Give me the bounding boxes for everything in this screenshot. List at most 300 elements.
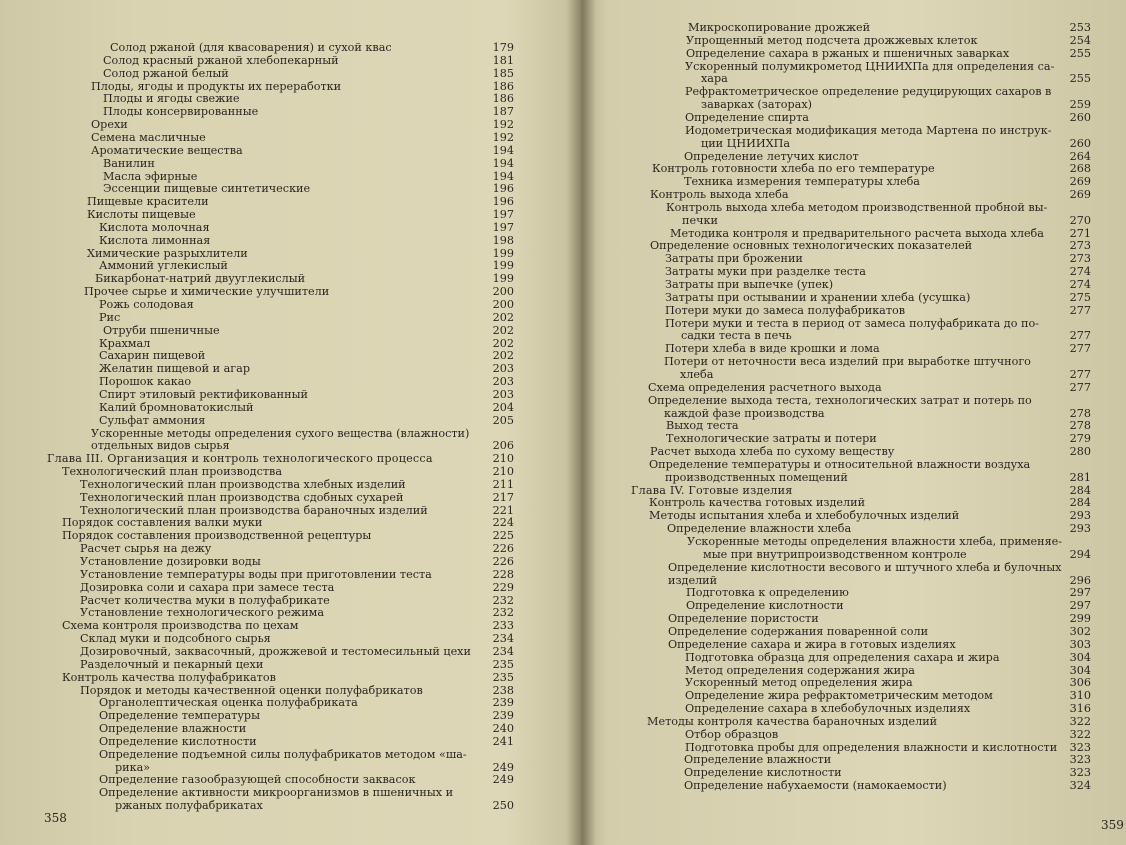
chapter-heading	[631, 485, 1091, 497]
toc-entry	[62, 517, 514, 529]
toc-entry-title: Технологические затраты и потери	[666, 433, 877, 446]
toc-entry-title: Плоды и ягоды свежие	[103, 93, 240, 106]
toc-entry-title: Определение содержания поваренной соли	[668, 625, 929, 638]
toc-entry	[668, 575, 1091, 587]
toc-entry-page: 255	[1069, 46, 1091, 60]
toc-entry	[91, 132, 514, 144]
toc-entry-page: 277	[1069, 342, 1091, 356]
toc-entry-page: 269	[1069, 188, 1091, 202]
toc-entry-title: Желатин пищевой и агар	[99, 363, 250, 376]
toc-entry-page: 254	[1069, 33, 1091, 47]
toc-entry-title: Крахмал	[99, 337, 151, 350]
toc-entry-page: 181	[492, 53, 514, 67]
toc-entry-title: Затраты муки при разделке теста	[665, 266, 866, 279]
toc-entry	[62, 672, 514, 684]
toc-entry	[648, 382, 1091, 394]
toc-entry-page: 297	[1069, 586, 1091, 600]
toc-entry	[665, 253, 1091, 265]
toc-entry	[103, 325, 514, 337]
toc-entry-page: 210	[492, 465, 514, 479]
toc-entry-page: 232	[492, 593, 514, 607]
toc-entry	[99, 260, 514, 272]
toc-entry-title: Кислота молочная	[99, 221, 210, 234]
toc-entry-title: Рефрактометрическое определение редуцирующих сахаров в	[685, 86, 1052, 99]
toc-entry	[687, 536, 1091, 548]
toc-entry	[668, 613, 1091, 625]
toc-entry	[80, 492, 514, 504]
toc-entry-page: 199	[492, 246, 514, 260]
toc-entry-title: Ускоренный метод определения жира	[685, 677, 913, 690]
toc-entry-page: 217	[492, 490, 514, 504]
toc-entry-title: Определение кислотности весового и штучного хлеба и булочных	[668, 561, 1062, 574]
toc-entry	[115, 762, 514, 774]
toc-entry-page: 202	[492, 310, 514, 324]
toc-entry-title: Определение сахара в хлебобулочных изделиях	[685, 703, 971, 716]
toc-entry-page: 274	[1069, 278, 1091, 291]
toc-entry-title: Глава III. Организация и контроль технологического процесса	[47, 453, 433, 466]
toc-entry-page: 229	[492, 580, 514, 594]
toc-entry-page: 322	[1069, 727, 1091, 741]
toc-entry-title: Порядок составления валки муки	[62, 517, 263, 530]
toc-entry	[103, 68, 514, 80]
toc-entry-page: 304	[1069, 663, 1091, 677]
toc-entry	[91, 428, 514, 440]
toc-entry	[80, 685, 514, 697]
toc-entry-page: 240	[492, 722, 514, 736]
toc-entry-title: Выход теста	[666, 420, 739, 433]
toc-entry	[87, 248, 514, 260]
toc-entry-title: Определение выхода теста, технологических затрат и потерь по	[648, 394, 1032, 407]
toc-entry	[668, 639, 1091, 651]
toc-entry-title: Пищевые красители	[87, 196, 209, 209]
toc-entry	[686, 587, 1091, 599]
toc-entry-title: хара	[701, 73, 728, 86]
toc-entry	[91, 145, 514, 157]
toc-entry-page: 296	[1069, 573, 1091, 587]
toc-entry-page: 203	[492, 375, 514, 389]
toc-entry-page: 274	[1069, 265, 1091, 279]
toc-entry-page: 239	[492, 696, 514, 710]
toc-entry-title: Солод красный ржаной хлебопекарный	[103, 54, 339, 67]
toc-entry-title: отдельных видов сырья	[91, 440, 230, 453]
toc-entry-page: 306	[1069, 676, 1091, 690]
toc-entry-title: Калий бромноватокислый	[99, 401, 254, 414]
toc-entry-page: 294	[1069, 547, 1091, 561]
toc-entry	[666, 420, 1091, 432]
toc-entry-page: 228	[492, 567, 514, 581]
toc-entry-title: Расчет выхода хлеба по сухому веществу	[650, 446, 895, 459]
toc-entry-title: Рожь солодовая	[99, 299, 194, 311]
toc-entry-title: Подготовка пробы для определения влажности и кислотности	[685, 741, 1058, 754]
toc-entry-title: Методика контроля и предварительного расчета выхода хлеба	[670, 227, 1044, 240]
toc-entry-title: Определение кислотности	[686, 600, 844, 613]
toc-entry	[666, 202, 1091, 214]
toc-entry-title: Технологический план производства хлебных изделий	[80, 478, 406, 491]
toc-entry	[668, 562, 1091, 574]
toc-entry	[664, 356, 1091, 368]
toc-entry	[80, 582, 514, 594]
toc-entry-title: Упрощенный метод подсчета дрожжевых клеток	[686, 34, 978, 47]
toc-entry	[99, 402, 514, 414]
toc-entry-page: 264	[1069, 149, 1091, 163]
toc-entry-title: Технологический план производства	[62, 466, 282, 479]
toc-entry-page: 279	[1069, 432, 1091, 446]
toc-entry-title: Потери хлеба в виде крошки и лома	[665, 343, 880, 356]
toc-entry	[665, 472, 1091, 484]
toc-entry	[665, 318, 1091, 330]
toc-entry-title: Методы контроля качества бараночных изделий	[647, 715, 938, 728]
toc-entry-title: Определение подъемной силы полуфабрикатов методом «ша-	[99, 748, 467, 761]
toc-entry-title: Бикарбонат-натрий двууглекислый	[95, 273, 306, 286]
toc-entry-title: Сахарин пищевой	[99, 350, 206, 363]
toc-entry	[80, 543, 514, 555]
toc-entry-page: 234	[492, 632, 514, 646]
toc-entry-title: Определение влажности	[684, 754, 832, 767]
toc-entry	[701, 99, 1091, 111]
toc-entry-title: Определение спирта	[685, 111, 809, 124]
toc-entry-title: ржаных полуфабрикатах	[115, 800, 263, 813]
toc-entry-title: Определение сахара и жира в готовых изделиях	[668, 638, 956, 651]
toc-entry-title: Определение активности микроорганизмов в пшеничных и	[99, 787, 454, 800]
toc-entry	[80, 633, 514, 645]
toc-entry	[666, 433, 1091, 445]
toc-entry	[650, 240, 1091, 252]
toc-entry-page: 304	[1069, 650, 1091, 664]
toc-entry-title: Плоды, ягоды и продукты их переработки	[91, 80, 342, 93]
toc-entry-page: 280	[1069, 445, 1091, 459]
toc-entry	[115, 800, 514, 812]
toc-entry-title: Органолептическая оценка полуфабриката	[99, 697, 358, 710]
toc-entry-page: 199	[492, 272, 514, 286]
toc-entry	[103, 183, 514, 195]
toc-entry	[103, 93, 514, 105]
toc-entry-title: Кислоты пищевые	[87, 209, 196, 222]
toc-entry	[103, 171, 514, 183]
toc-entry-page: 232	[492, 606, 514, 620]
toc-entry-title: Контроль готовности хлеба по его температуре	[652, 163, 935, 176]
toc-entry-title: Технологический план производства сдобных сухарей	[80, 491, 404, 504]
toc-entry-title: Разделочный и пекарный цехи	[80, 658, 264, 671]
toc-entry	[688, 22, 1091, 34]
toc-entry-title: Порошок какао	[99, 376, 192, 389]
toc-entry-title: Дозировочный, заквасочный, дрожжевой и тестомесильный цехи	[80, 645, 471, 658]
toc-entry-title: Склад муки и подсобного сырья	[80, 633, 271, 646]
toc-entry-title: Определение газообразующей способности заквасок	[99, 774, 416, 787]
toc-entry-title: Подготовка к определению	[686, 587, 849, 600]
toc-entry	[99, 774, 514, 786]
toc-entry-page: 273	[1069, 239, 1091, 253]
toc-entry-page: 206	[492, 439, 514, 453]
toc-entry-page: 241	[492, 734, 514, 748]
toc-entry	[87, 196, 514, 208]
toc-entry-title: печки	[682, 214, 718, 227]
toc-entry	[665, 343, 1091, 355]
toc-entry-page: 255	[1069, 72, 1091, 86]
toc-entry-title: Иодометрическая модификация метода Мартена по инструк-	[685, 124, 1052, 137]
toc-entry	[665, 266, 1091, 278]
toc-entry	[99, 787, 514, 799]
toc-entry-page: 277	[1069, 367, 1091, 381]
toc-entry-page: 293	[1069, 522, 1091, 536]
toc-entry-title: Определение кислотности	[684, 767, 842, 780]
toc-entry	[685, 677, 1091, 689]
toc-entry-title: Контроль качества готовых изделий	[649, 497, 866, 510]
toc-entry-page: 196	[492, 182, 514, 196]
toc-entry	[685, 665, 1091, 677]
toc-entry-title: Определение летучих кислот	[684, 150, 859, 163]
toc-entry-page: 299	[1069, 612, 1091, 626]
toc-entry-title: Ускоренные методы определения сухого вещества (влажности)	[91, 427, 470, 440]
toc-entry	[91, 119, 514, 131]
toc-entry	[99, 389, 514, 401]
toc-entry-page: 200	[492, 285, 514, 299]
toc-entry-page: 198	[492, 233, 514, 247]
toc-entry-title: Эссенции пищевые синтетические	[103, 183, 311, 196]
toc-entry	[80, 505, 514, 517]
toc-entry-page: 226	[492, 555, 514, 568]
toc-entry-page: 211	[492, 477, 514, 491]
toc-entry	[62, 466, 514, 478]
chapter-heading	[47, 453, 514, 465]
toc-entry-title: Установление температуры воды при приготовлении теста	[80, 568, 432, 581]
toc-entry-page: 235	[492, 657, 514, 671]
toc-entry-page: 194	[492, 169, 514, 183]
toc-entry-title: Отруби пшеничные	[103, 324, 220, 337]
toc-entry	[686, 35, 1091, 47]
toc-entry-title: хлеба	[680, 368, 714, 381]
toc-entry-page: 277	[1069, 380, 1091, 394]
toc-entry-title: Отбор образцов	[685, 728, 779, 741]
toc-entry-title: Определение набухаемости (намокаемости)	[684, 780, 947, 793]
toc-entry	[99, 376, 514, 388]
toc-entry-page: 194	[492, 156, 514, 170]
toc-entry	[647, 716, 1091, 728]
toc-entry-page: 186	[492, 79, 514, 93]
toc-entry-page: 225	[492, 529, 514, 543]
toc-entry	[685, 690, 1091, 702]
toc-entry-page: 323	[1069, 740, 1091, 754]
toc-entry-title: Плоды консервированные	[103, 106, 259, 119]
toc-entry-page: 260	[1069, 136, 1091, 150]
toc-entry-title: Схема контроля производства по цехам	[62, 620, 299, 633]
toc-entry	[103, 106, 514, 118]
toc-entry-page: 224	[492, 516, 514, 530]
toc-entry-title: Ускоренный полумикрометод ЦНИИХПа для определения са-	[685, 60, 1055, 73]
toc-entry-title: Ускоренные методы определения влажности хлеба, применяе-	[687, 536, 1063, 548]
toc-entry-title: Установление дозировки воды	[80, 556, 261, 568]
toc-entry-title: Химические разрыхлители	[87, 247, 248, 260]
toc-entry-page: 239	[492, 709, 514, 723]
toc-entry-page: 322	[1069, 714, 1091, 728]
toc-entry-title: Потери муки до замеса полуфабрикатов	[665, 304, 906, 317]
toc-entry-page: 203	[492, 362, 514, 376]
toc-entry	[80, 479, 514, 491]
toc-entry-page: 273	[1069, 252, 1091, 266]
toc-entry	[62, 530, 514, 542]
toc-entry-title: Порядок и методы качественной оценки полуфабрикатов	[80, 684, 423, 697]
toc-entry-page: 323	[1069, 766, 1091, 780]
toc-entry	[684, 176, 1091, 188]
toc-entry-title: Орехи	[91, 119, 128, 132]
toc-entry-page: 199	[492, 259, 514, 273]
toc-entry	[667, 523, 1091, 535]
toc-entry-page: 197	[492, 220, 514, 234]
toc-entry-page: 185	[492, 66, 514, 80]
toc-entry-page: 249	[492, 760, 514, 774]
toc-entry-page: 259	[1069, 98, 1091, 112]
toc-entry	[668, 626, 1091, 638]
toc-entry-title: производственных помещений	[665, 471, 848, 484]
toc-entry-page: 284	[1069, 496, 1091, 510]
toc-entry-page: 179	[492, 41, 514, 54]
toc-entry-page: 270	[1069, 213, 1091, 227]
toc-entry-title: Технологический план производства бараночных изделий	[80, 504, 428, 517]
toc-entry	[99, 749, 514, 761]
toc-entry-page: 187	[492, 105, 514, 119]
toc-entry-title: Сульфат аммония	[99, 414, 206, 427]
toc-entry-page: 203	[492, 387, 514, 401]
toc-entry-page: 271	[1069, 226, 1091, 240]
toc-entry	[99, 222, 514, 234]
toc-entry-page: 268	[1069, 162, 1091, 176]
toc-entry	[84, 286, 514, 298]
toc-entry	[685, 729, 1091, 741]
toc-entry-title: изделий	[668, 574, 718, 587]
toc-entry-title: Контроль выхода хлеба методом производственной пробной вы-	[666, 201, 1048, 214]
toc-entry-page: 284	[1069, 483, 1091, 497]
toc-entry	[665, 292, 1091, 304]
toc-entry-page: 205	[492, 413, 514, 427]
toc-entry	[80, 556, 514, 568]
toc-entry-page: 202	[492, 323, 514, 337]
toc-entry	[99, 350, 514, 362]
toc-entry	[650, 446, 1091, 458]
toc-entry	[684, 780, 1091, 792]
toc-entry-title: ции ЦНИИХПа	[701, 137, 791, 150]
toc-entry-title: заварках (заторах)	[701, 99, 812, 112]
toc-entry-title: Техника измерения температуры хлеба	[684, 176, 920, 189]
toc-entry-page: 221	[492, 503, 514, 517]
toc-entry	[99, 312, 514, 324]
toc-entry-page: 260	[1069, 110, 1091, 124]
toc-entry	[685, 742, 1091, 754]
toc-entry	[684, 754, 1091, 766]
toc-entry-page: 238	[492, 683, 514, 697]
toc-entry-title: Подготовка образца для определения сахара и жира	[685, 651, 1000, 664]
toc-entry	[99, 697, 514, 709]
toc-entry-page: 202	[492, 336, 514, 350]
toc-entry-title: Определение сахара в ржаных и пшеничных заварках	[686, 47, 1010, 60]
toc-entry	[103, 158, 514, 170]
toc-entry	[80, 659, 514, 671]
toc-entry-page: 303	[1069, 637, 1091, 651]
toc-entry-title: Ароматические вещества	[91, 144, 243, 157]
toc-entry	[648, 395, 1091, 407]
toc-entry	[80, 646, 514, 658]
toc-entry-page: 249	[492, 773, 514, 787]
page-number: 359	[1101, 818, 1124, 832]
toc-entry	[685, 61, 1091, 73]
toc-entry-title: Микроскопирование дрожжей	[688, 22, 871, 34]
toc-entry	[701, 73, 1091, 85]
toc-entry-title: Контроль выхода хлеба	[650, 189, 789, 202]
toc-entry-title: Затраты при брожении	[665, 253, 803, 266]
toc-entry	[685, 652, 1091, 664]
toc-entry	[91, 81, 514, 93]
toc-entry	[95, 273, 514, 285]
toc-entry-title: Расчет сырья на дежу	[80, 543, 212, 556]
toc-entry-page: 316	[1069, 702, 1091, 716]
toc-entry-title: Затраты при выпечке (упек)	[665, 279, 834, 291]
toc-entry-title: Определение основных технологических показателей	[650, 240, 973, 253]
toc-entry-title: Определение влажности хлеба	[667, 523, 852, 536]
toc-entry-page: 278	[1069, 419, 1091, 433]
toc-entry	[703, 549, 1091, 561]
page-number: 358	[44, 811, 67, 825]
toc-entry	[650, 189, 1091, 201]
toc-entry-title: Потери муки и теста в период от замеса полуфабриката до по-	[665, 317, 1039, 330]
toc-entry	[684, 767, 1091, 779]
toc-entry-page: 197	[492, 208, 514, 222]
toc-entry-title: Методы испытания хлеба и хлебобулочных изделий	[649, 510, 960, 523]
toc-entry-title: Определение жира рефрактометрическим методом	[685, 690, 993, 703]
toc-entry	[99, 363, 514, 375]
toc-entry-title: Определение температуры и относительной влажности воздуха	[649, 458, 1031, 471]
toc-entry-title: рика»	[115, 761, 151, 774]
toc-entry-title: Семена масличные	[91, 131, 206, 144]
toc-entry-page: 192	[492, 130, 514, 144]
toc-entry	[80, 569, 514, 581]
toc-entry-title: Глава IV. Готовые изделия	[631, 484, 793, 497]
toc-entry-page: 196	[492, 195, 514, 209]
toc-entry-page: 324	[1069, 779, 1091, 793]
toc-entry-page: 210	[492, 452, 514, 466]
toc-entry-title: Определение пористости	[668, 613, 819, 626]
toc-entry-title: Солод ржаной белый	[103, 67, 229, 80]
toc-entry-title: Аммоний углекислый	[99, 260, 228, 273]
toc-entry-page: 200	[492, 298, 514, 311]
toc-entry-title: Ванилин	[103, 157, 155, 170]
toc-entry-title: Порядок составления производственной рецептуры	[62, 530, 372, 543]
toc-entry-page: 192	[492, 118, 514, 132]
toc-entry-title: каждой фазе производства	[664, 407, 825, 420]
toc-entry	[649, 459, 1091, 471]
toc-entry-page: 269	[1069, 175, 1091, 189]
toc-entry-page: 235	[492, 670, 514, 684]
toc-entry	[652, 163, 1091, 175]
toc-entry	[103, 55, 514, 67]
toc-entry-page: 278	[1069, 406, 1091, 420]
toc-entry-title: Рис	[99, 311, 121, 324]
toc-entry	[649, 510, 1091, 522]
toc-entry	[99, 299, 514, 311]
toc-entry-title: Схема определения расчетного выхода	[648, 381, 882, 394]
toc-entry-title: Прочее сырье и химические улучшители	[84, 286, 330, 299]
toc-entry-page: 277	[1069, 303, 1091, 317]
toc-entry-page: 277	[1069, 329, 1091, 343]
toc-entry	[99, 710, 514, 722]
toc-entry-page: 194	[492, 143, 514, 157]
toc-entry	[99, 338, 514, 350]
right-page	[596, 0, 1126, 845]
book-gutter	[566, 0, 596, 845]
toc-entry-title: Солод ржаной (для квасоварения) и сухой квас	[110, 42, 392, 54]
toc-entry	[649, 497, 1091, 509]
toc-entry	[685, 125, 1091, 137]
toc-entry-title: Установление технологического режима	[80, 607, 325, 620]
toc-entry-page: 310	[1069, 689, 1091, 703]
toc-entry-page: 234	[492, 644, 514, 658]
